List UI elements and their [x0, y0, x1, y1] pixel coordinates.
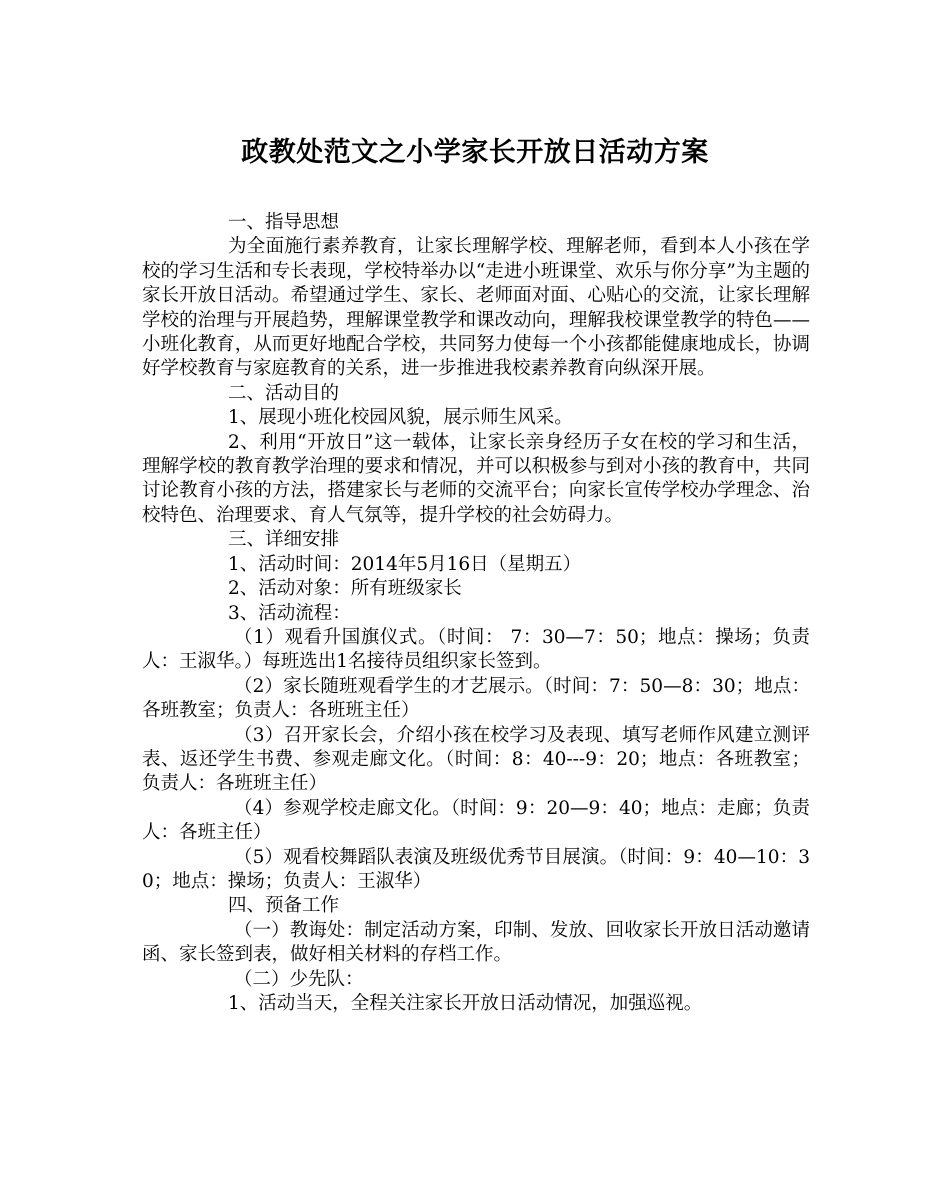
list-item-parent-meeting: （3）召开家长会，介绍小孩在校学习及表现、填写老师作风建立测评表、返还学生书费、参观走廊文化。（时间：8：40---9：20；地点：各班教室；负责人：各班班主任）: [142, 724, 810, 795]
paragraph-goal-1: 1、展现小班化校园风貌，展示师生风采。: [228, 407, 573, 429]
section-heading-activity-goals: 二、活动目的: [228, 382, 340, 404]
list-item-dance-performance: （5）观看校舞蹈队表演及班级优秀节目展演。（时间：9：40—10：30；地点：操场；负责人：王淑华）: [142, 846, 810, 892]
paragraph-young-pioneers: （二）少先队：: [234, 968, 364, 990]
paragraph-goal-2: 2、利用“开放日”这一载体，让家长亲身经历子女在校的学习和生活，理解学校的教育教学治理的要求和情况，并可以积极参与到对小孩的教育中，共同讨论教育小孩的方法，搭建家长与老师的交流平台；向家长宣传学校办学理念、治校特色、治理要求、育人气氛等，提升学校的社会妨碍力。: [142, 431, 810, 526]
section-heading-guiding-ideology: 一、指导思想: [228, 212, 340, 233]
section-heading-preparation: 四、预备工作: [228, 895, 340, 917]
paragraph-purpose-statement: 为全面施行素养教育，让家长理解学校、理解老师，看到本人小孩在学校的学习生活和专长表现，学校特举办以“走进小班课堂、欢乐与你分享”为主题的家长开放日活动。希望通过学生、家长、老师面对面、心贴心的交流，让家长理解学校的治理与开展趋势，理解课堂教学和课改动向，理解我校课堂教学的特色——小班化教育，从而更好地配合学校，共同努力使每一个小孩都能健康地成长，协调好学校教育与家庭教育的关系，进一步推进我校素养教育向纵深开展。: [142, 236, 810, 380]
section-heading-detailed-arrangement: 三、详细安排: [228, 529, 340, 551]
list-item-flag-ceremony: （1）观看升国旗仪式。（时间： 7：30—7：50；地点：操场；负责人：王淑华。）每班选出1名接待员组织家长签到。: [142, 626, 810, 673]
paragraph-activity-audience: 2、活动对象：所有班级家长: [228, 578, 462, 600]
list-item-talent-show: （2）家长随班观看学生的才艺展示。（时间：7：50—8：30；地点：各班教室；负责人：各班班主任）: [142, 675, 810, 722]
paragraph-activity-time: 1、活动时间：2014年5月16日（星期五）: [228, 553, 582, 575]
paragraph-pioneers-task-1: 1、活动当天，全程关注家长开放日活动情况，加强巡视。: [228, 993, 703, 1014]
list-item-corridor-culture: （4）参观学校走廊文化。（时间：9：20—9：40；地点：走廊；负责人：各班主任）: [142, 797, 810, 844]
document-title: 政教处范文之小学家长开放日活动方案: [241, 137, 709, 168]
document-body: [142, 211, 810, 1016]
paragraph-teaching-office: （一）教诲处：制定活动方案，印制、发放、回收家长开放日活动邀请函、家长签到表，做好相关材料的存档工作。: [142, 919, 810, 966]
paragraph-activity-process: 3、活动流程：: [228, 602, 351, 624]
